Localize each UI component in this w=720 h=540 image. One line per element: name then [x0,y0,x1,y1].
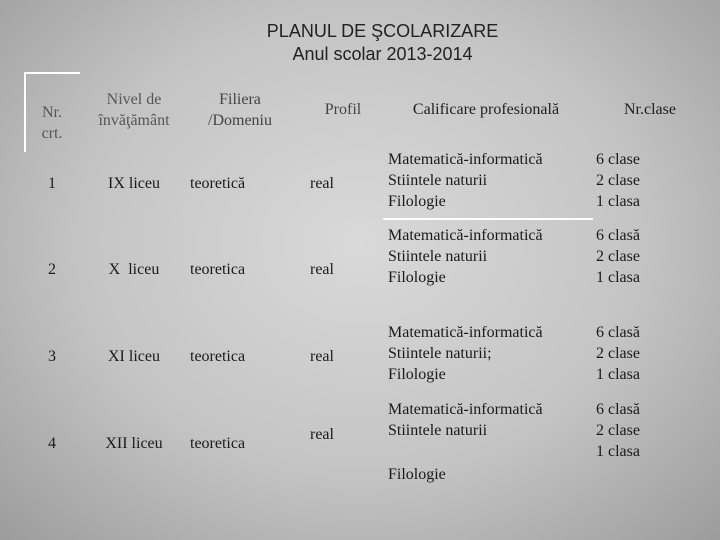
row-4-calificare-2: Stiintele naturii [388,422,488,439]
row-1-clase-2: 2 clase [596,172,640,189]
row-3-calificare-3: Filologie [388,366,446,383]
row-1-clase [596,149,696,212]
header-nr-clase: Nr.clase [624,101,676,118]
row-3-calificare-2: Stiintele naturii; [388,345,492,362]
row-1-calificare-1: Matematică-informatică [388,151,543,168]
row-3-calificari [388,322,588,385]
header-nr-line2: crt. [41,125,63,142]
row-3-profil: real [310,348,334,365]
table-frame-left [24,72,26,152]
header-filiera-line2: /Domeniu [208,112,272,129]
row-4-clase-2: 2 clase [596,422,640,439]
row-4-calificare-3: Filologie [388,466,446,483]
row-2-clase-3: 1 clasa [596,269,640,286]
page-subtitle: Anul scolar 2013-2014 [292,44,473,64]
row-2-clase-1: 6 clasă [596,227,640,244]
row-4-calificari [388,399,588,441]
row-3-filiera: teoretica [190,348,246,365]
row-3-nivel: XI liceu [108,348,160,365]
header-filiera-line1: Filiera [219,91,261,108]
header-profil: Profil [324,101,362,118]
row-4-clase [596,399,696,462]
header-nivel [84,89,184,131]
header-nr-crt [27,102,77,144]
row-4-calificare-1: Matematică-informatică [388,401,543,418]
row-3-clase [596,322,696,385]
row-2-profil: real [310,261,334,278]
row-1-profil: real [310,175,334,192]
row-1-calificari [388,149,588,212]
row-1-filiera: teoretică [190,175,246,192]
row-1-clase-3: 1 clasa [596,193,640,210]
row-4-clase-3: 1 clasa [596,443,640,460]
row-1-calificare-3: Filologie [388,193,446,210]
row-1-clase-1: 6 clase [596,151,640,168]
row-4-nr: 4 [48,435,56,452]
row-4-filiera: teoretica [190,435,246,452]
row-3-calificare-1: Matematică-informatică [388,324,543,341]
row-1-nivel: IX liceu [108,175,160,192]
page-title: PLANUL DE ŞCOLARIZARE [266,21,499,41]
row-2-calificare-1: Matematică-informatică [388,227,543,244]
row-3-clase-2: 2 clase [596,345,640,362]
title-block [0,20,720,66]
row-3-nr: 3 [48,348,56,365]
header-calificare: Calificare profesională [412,101,560,118]
row-1-calificare-2: Stiintele naturii [388,172,488,189]
row-2-filiera: teoretica [190,261,246,278]
row-divider [383,218,593,220]
row-3-clase-1: 6 clasă [596,324,640,341]
row-2-calificare-3: Filologie [388,269,446,286]
row-4-profil: real [310,426,334,443]
row-2-calificari [388,225,588,288]
row-2-clase [596,225,696,288]
row-3-clase-3: 1 clasa [596,366,640,383]
row-4-nivel: XII liceu [105,435,163,452]
header-nr-line1: Nr. [42,104,62,121]
row-2-clase-2: 2 clase [596,248,640,265]
header-filiera [190,89,290,131]
row-2-calificare-2: Stiintele naturii [388,248,488,265]
row-2-nr: 2 [48,261,56,278]
row-1-nr: 1 [48,175,56,192]
row-4-clase-1: 6 clasă [596,401,640,418]
header-nivel-line2: învăţământ [98,112,170,129]
row-2-nivel: X liceu [108,261,160,278]
table-frame-top [24,72,80,74]
header-nivel-line1: Nivel de [106,91,162,108]
